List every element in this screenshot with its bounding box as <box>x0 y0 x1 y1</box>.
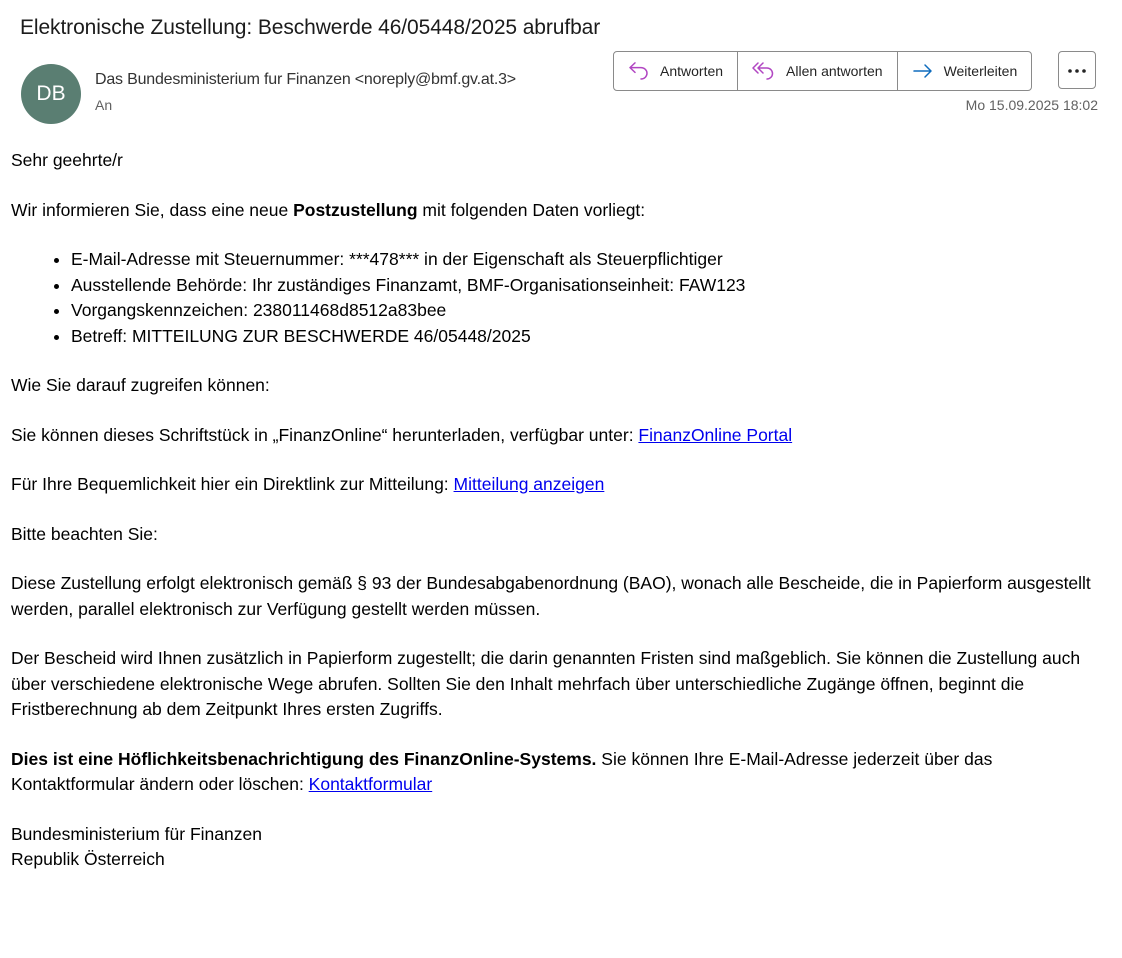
sender-name[interactable]: Das Bundesministerium fur Finanzen <noreply@bmf.gv.at.3> <box>95 71 516 88</box>
signature-line-1: Bundesministerium für Finanzen <box>11 823 262 844</box>
note-heading: Bitte beachten Sie: <box>11 523 158 544</box>
courtesy-text: Sie können Ihre E-Mail-Adresse jederzeit über das Kontaktformular ändern oder löschen: <box>11 748 993 794</box>
detail-item: • Ausstellende Behörde: Ihr zuständiges Finanzamt, BMF-Organisationseinheit: FAW123 <box>71 273 1106 299</box>
email-subject: Elektronische Zustellung: Beschwerde 46/05448/2025 abrufbar <box>20 16 601 39</box>
reply-actions-group <box>613 51 1032 91</box>
note-paragraph-2: Der Bescheid wird Ihnen zusätzlich in Papierform zugestellt; die darin genannten Fristen sind maßgeblich. Sie können die Zustellung auch über verschiedene elektronische Wege abrufen. Sollten Sie den Inhalt mehrfach über unterschiedliche Zugänge öffnen, beginnt die Fristberechnung ab dem Zeitpunkt Ihres ersten Zugriffs. <box>11 648 1081 719</box>
sender-avatar[interactable] <box>21 64 81 124</box>
direct-text: Für Ihre Bequemlichkeit hier ein Direktlink zur Mitteilung: <box>11 474 454 494</box>
courtesy-paragraph <box>11 747 1106 798</box>
reply-all-button[interactable] <box>738 52 898 90</box>
download-text: Sie können dieses Schriftstück in „FinanzOnline“ herunterladen, verfügbar unter: <box>11 424 639 445</box>
access-heading: Wie Sie darauf zugreifen können: <box>11 375 270 395</box>
reply-label: Antworten <box>660 63 724 79</box>
kontaktformular-link[interactable]: Kontaktformular <box>308 774 433 794</box>
detail-item: • Betreff: MITTEILUNG ZUR BESCHWERDE 46/05448/2025 <box>71 324 1106 350</box>
recipient-label: An <box>95 97 113 113</box>
download-paragraph <box>11 423 1106 449</box>
email-date: Mo 15.09.2025 18:02 <box>965 97 1098 113</box>
intro-paragraph <box>11 198 1106 224</box>
reply-icon <box>628 61 650 81</box>
forward-icon <box>912 61 934 81</box>
direct-link-paragraph <box>11 472 1106 498</box>
more-icon <box>1067 61 1087 79</box>
note-paragraph-1: Diese Zustellung erfolgt elektronisch gemäß § 93 der Bundesabgabenordnung (BAO), wonach alle Bescheide, die in Papierform ausgestellt werden, parallel elektronisch zur Verfügung gestellt werden müssen. <box>11 573 1091 619</box>
details-list <box>11 247 1106 349</box>
detail-item: • Vorgangskennzeichen: 238011468d8512a83bee <box>71 298 1106 324</box>
detail-item: • E-Mail-Adresse mit Steuernummer: ***478*** in der Eigenschaft als Steuerpflichtiger <box>71 247 1106 273</box>
avatar-initials: DB <box>36 82 66 105</box>
reply-all-icon <box>752 61 776 81</box>
intro-text-post: mit folgenden Daten vorliegt: <box>417 199 646 220</box>
signature-line-2: Republik Österreich <box>11 849 165 869</box>
courtesy-bold: Dies ist eine Höflichkeitsbenachrichtigung des FinanzOnline-Systems. <box>11 748 597 769</box>
more-actions-button[interactable] <box>1058 51 1096 89</box>
intro-bold: Postzustellung <box>293 199 418 220</box>
forward-label: Weiterleiten <box>943 63 1018 79</box>
reply-all-label: Allen antworten <box>786 63 883 79</box>
signature <box>11 822 1106 873</box>
mitteilung-anzeigen-link[interactable]: Mitteilung anzeigen <box>453 474 605 494</box>
finanzonline-portal-link[interactable]: FinanzOnline Portal <box>638 424 793 445</box>
intro-text-pre: Wir informieren Sie, dass eine neue <box>11 199 294 220</box>
greeting: Sehr geehrte/r <box>11 150 123 170</box>
reply-button[interactable] <box>614 52 738 90</box>
email-body <box>11 148 1106 873</box>
forward-button[interactable] <box>898 52 1032 90</box>
